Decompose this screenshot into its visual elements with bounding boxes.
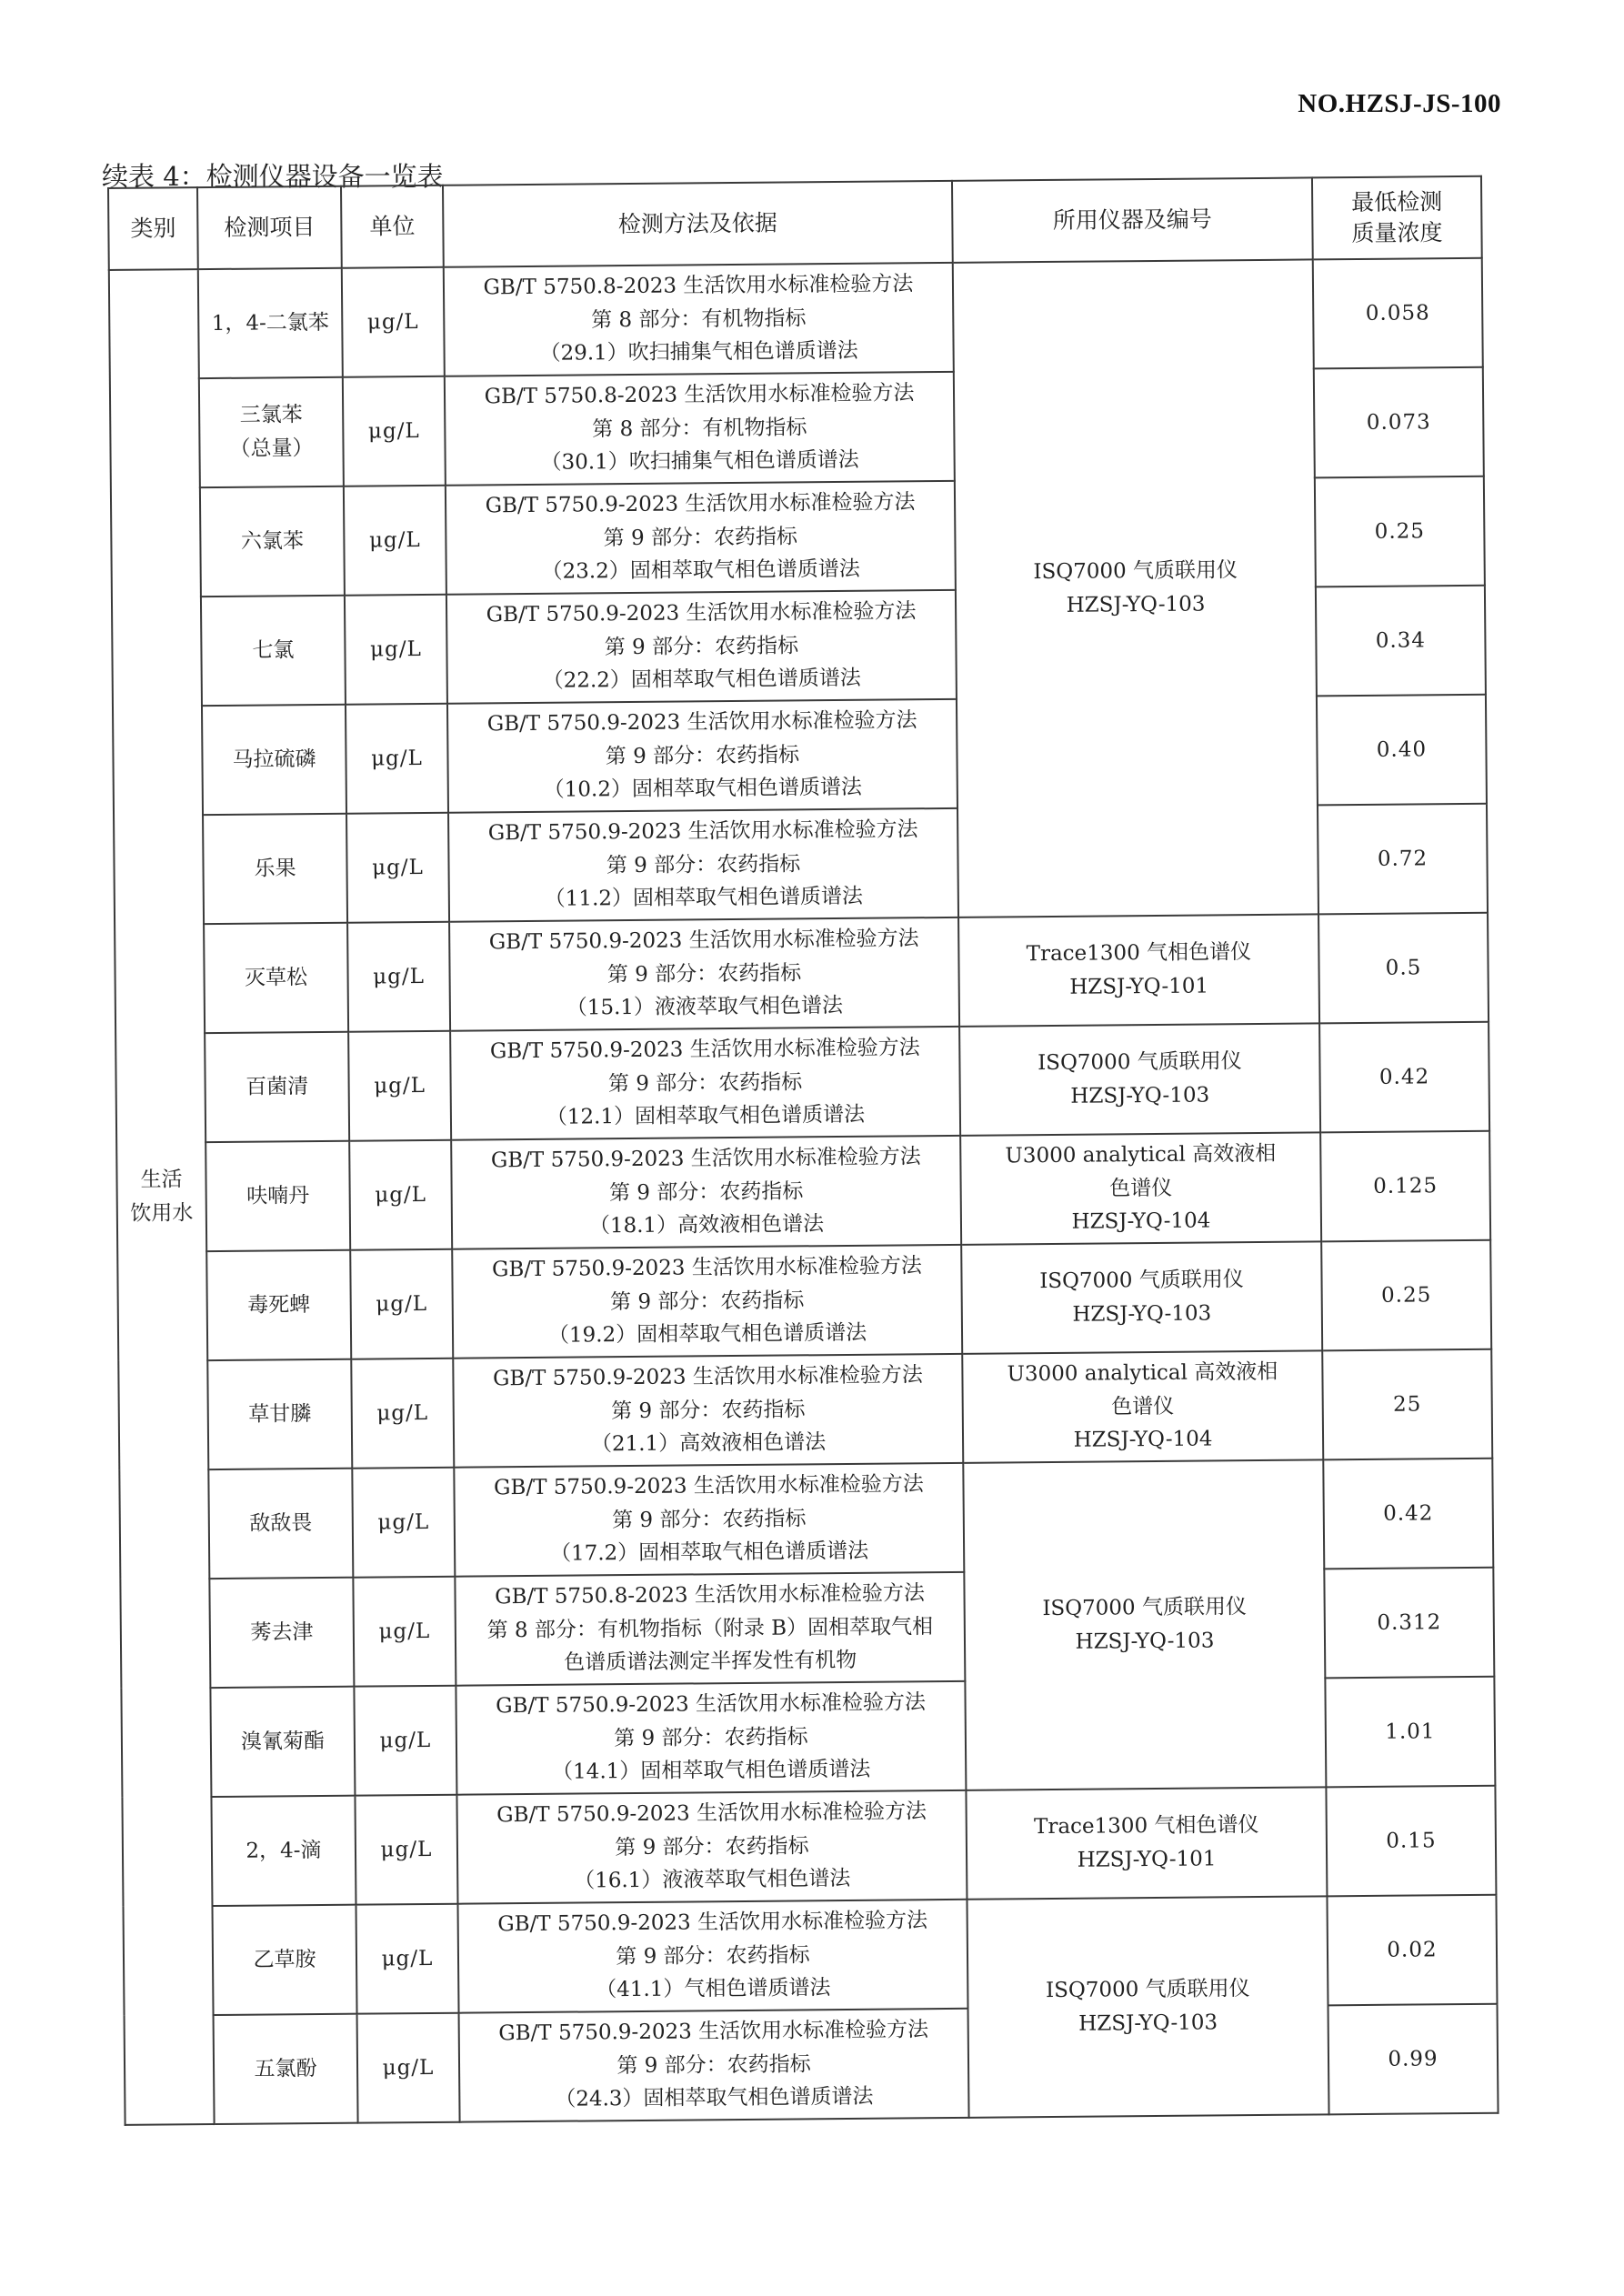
document-number: NO.HZSJ-JS-100 — [1298, 89, 1501, 118]
instrument-cell: ISQ7000 气质联用仪 HZSJ-YQ-103 — [959, 1023, 1320, 1135]
item-cell: 1，4-二氯苯 — [198, 268, 343, 378]
table-row — [115, 1022, 1489, 1143]
item-cell: 五氯酚 — [214, 2014, 358, 2124]
instrument-cell: ISQ7000 气质联用仪 HZSJ-YQ-103 — [953, 259, 1318, 917]
table-row — [117, 1240, 1491, 1361]
unit-cell: μg/L — [354, 1686, 456, 1796]
unit-cell: μg/L — [353, 1577, 456, 1687]
method-cell: GB/T 5750.9-2023 生活饮用水标准检验方法 第 9 部分：农药指标 （19.2）固相萃取气相色谱质谱法 — [452, 1245, 962, 1359]
item-cell: 灭草松 — [204, 923, 348, 1033]
unit-cell: μg/L — [355, 1795, 457, 1905]
unit-cell: μg/L — [357, 2013, 460, 2123]
min-concentration-cell: 0.02 — [1327, 1895, 1497, 2006]
red-stamp-fragment — [1589, 1105, 1624, 1405]
table-row — [119, 1459, 1493, 1579]
min-concentration-cell: 0.42 — [1319, 1022, 1489, 1133]
header-unit: 单位 — [341, 185, 444, 268]
item-cell: 乙草胺 — [212, 1905, 356, 2015]
min-concentration-cell: 0.72 — [1318, 804, 1488, 915]
table-row — [109, 258, 1483, 379]
item-cell: 百菌清 — [205, 1032, 349, 1142]
unit-cell: μg/L — [351, 1359, 454, 1469]
category-cell: 生活 饮用水 — [109, 269, 215, 2125]
min-concentration-cell: 0.15 — [1326, 1786, 1496, 1897]
method-cell: GB/T 5750.8-2023 生活饮用水标准检验方法 第 8 部分：有机物指标 （30.1）吹扫捕集气相色谱质谱法 — [445, 372, 955, 486]
min-concentration-cell: 0.34 — [1316, 586, 1486, 697]
item-cell: 三氯苯 （总量） — [199, 377, 344, 487]
table-caption: 续表 4：检测仪器设备一览表 — [102, 161, 444, 192]
unit-cell: μg/L — [343, 376, 446, 486]
method-cell: GB/T 5750.9-2023 生活饮用水标准检验方法 第 9 部分：农药指标 （12.1）固相萃取气相色谱质谱法 — [450, 1027, 960, 1140]
item-cell: 马拉硫磷 — [202, 705, 346, 815]
method-cell: GB/T 5750.8-2023 生活饮用水标准检验方法 第 8 部分：有机物指标（附录 B）固相萃取气相 色谱质谱法测定半挥发性有机物 — [455, 1572, 965, 1686]
item-cell: 毒死蜱 — [206, 1250, 351, 1360]
item-cell: 2，4-滴 — [211, 1796, 356, 1906]
header-min-concentration: 最低检测 质量浓度 — [1312, 176, 1482, 260]
unit-cell: μg/L — [345, 595, 447, 705]
instrument-cell: U3000 analytical 高效液相 色谱仪 HZSJ-YQ-104 — [960, 1132, 1321, 1244]
item-cell: 六氯苯 — [200, 486, 345, 597]
method-cell: GB/T 5750.8-2023 生活饮用水标准检验方法 第 8 部分：有机物指标 （29.1）吹扫捕集气相色谱质谱法 — [444, 263, 954, 376]
method-cell: GB/T 5750.9-2023 生活饮用水标准检验方法 第 9 部分：农药指标 （24.3）固相萃取气相色谱质谱法 — [459, 2009, 969, 2122]
instrument-table — [107, 175, 1499, 2126]
unit-cell: μg/L — [348, 1031, 451, 1141]
table-row — [115, 913, 1489, 1034]
item-cell: 敌敌畏 — [208, 1469, 353, 1579]
unit-cell: μg/L — [344, 486, 446, 596]
table-row — [122, 1786, 1496, 1907]
method-cell: GB/T 5750.9-2023 生活饮用水标准检验方法 第 9 部分：农药指标 （41.1）气相色谱质谱法 — [457, 1900, 967, 2013]
unit-cell: μg/L — [352, 1468, 455, 1578]
method-cell: GB/T 5750.9-2023 生活饮用水标准检验方法 第 9 部分：农药指标 （22.2）固相萃取气相色谱质谱法 — [446, 590, 957, 704]
instrument-cell: Trace1300 气相色谱仪 HZSJ-YQ-101 — [966, 1787, 1327, 1899]
method-cell: GB/T 5750.9-2023 生活饮用水标准检验方法 第 9 部分：农药指标 （21.1）高效液相色谱法 — [453, 1354, 963, 1468]
header-method: 检测方法及依据 — [443, 181, 953, 267]
method-cell: GB/T 5750.9-2023 生活饮用水标准检验方法 第 9 部分：农药指标 （15.1）液液萃取气相色谱法 — [449, 917, 959, 1031]
item-cell: 呋喃丹 — [206, 1141, 350, 1251]
min-concentration-cell: 0.40 — [1317, 695, 1487, 806]
instrument-cell: ISQ7000 气质联用仪 HZSJ-YQ-103 — [963, 1459, 1326, 1790]
instrument-cell: Trace1300 气相色谱仪 HZSJ-YQ-101 — [958, 914, 1319, 1026]
table-row — [116, 1131, 1490, 1252]
table-row — [124, 1895, 1498, 2016]
min-concentration-cell: 0.25 — [1315, 476, 1485, 587]
min-concentration-cell: 0.073 — [1314, 367, 1484, 478]
instrument-cell: ISQ7000 气质联用仪 HZSJ-YQ-103 — [961, 1241, 1322, 1353]
method-cell: GB/T 5750.9-2023 生活饮用水标准检验方法 第 9 部分：农药指标 （23.2）固相萃取气相色谱质谱法 — [446, 481, 956, 595]
instrument-cell: ISQ7000 气质联用仪 HZSJ-YQ-103 — [967, 1896, 1328, 2117]
min-concentration-cell: 1.01 — [1325, 1677, 1495, 1788]
table-row — [118, 1349, 1492, 1470]
min-concentration-cell: 0.058 — [1313, 258, 1483, 369]
method-cell: GB/T 5750.9-2023 生活饮用水标准检验方法 第 9 部分：农药指标 （16.1）液液萃取气相色谱法 — [456, 1790, 967, 1904]
instrument-cell: U3000 analytical 高效液相 色谱仪 HZSJ-YQ-104 — [962, 1350, 1323, 1462]
item-cell: 莠去津 — [209, 1578, 354, 1688]
min-concentration-cell: 0.42 — [1323, 1459, 1493, 1569]
item-cell: 乐果 — [203, 814, 347, 924]
header-item: 检测项目 — [197, 186, 342, 269]
min-concentration-cell: 0.312 — [1324, 1568, 1494, 1679]
method-cell: GB/T 5750.9-2023 生活饮用水标准检验方法 第 9 部分：农药指标 （14.1）固相萃取气相色谱质谱法 — [456, 1681, 966, 1795]
header-row — [108, 176, 1482, 270]
header-category: 类别 — [108, 187, 198, 270]
unit-cell: μg/L — [356, 1904, 458, 2014]
item-cell: 七氯 — [201, 596, 346, 706]
unit-cell: μg/L — [350, 1249, 453, 1359]
method-cell: GB/T 5750.9-2023 生活饮用水标准检验方法 第 9 部分：农药指标 （11.2）固相萃取气相色谱质谱法 — [448, 808, 958, 922]
min-concentration-cell: 25 — [1322, 1349, 1492, 1460]
item-cell: 溴氰菊酯 — [210, 1687, 355, 1797]
item-cell: 草甘膦 — [207, 1359, 352, 1469]
min-concentration-cell: 0.99 — [1328, 2004, 1498, 2115]
unit-cell: μg/L — [346, 813, 449, 923]
method-cell: GB/T 5750.9-2023 生活饮用水标准检验方法 第 9 部分：农药指标 （10.2）固相萃取气相色谱质谱法 — [447, 699, 957, 813]
min-concentration-cell: 0.5 — [1318, 913, 1489, 1024]
unit-cell: μg/L — [347, 922, 450, 1032]
min-concentration-cell: 0.125 — [1320, 1131, 1490, 1242]
unit-cell: μg/L — [349, 1140, 452, 1250]
method-cell: GB/T 5750.9-2023 生活饮用水标准检验方法 第 9 部分：农药指标 （17.2）固相萃取气相色谱质谱法 — [454, 1463, 964, 1577]
method-cell: GB/T 5750.9-2023 生活饮用水标准检验方法 第 9 部分：农药指标 （18.1）高效液相色谱法 — [451, 1136, 961, 1249]
unit-cell: μg/L — [342, 267, 445, 377]
min-concentration-cell: 0.25 — [1321, 1240, 1491, 1351]
header-instrument: 所用仪器及编号 — [952, 177, 1313, 262]
unit-cell: μg/L — [346, 704, 448, 814]
